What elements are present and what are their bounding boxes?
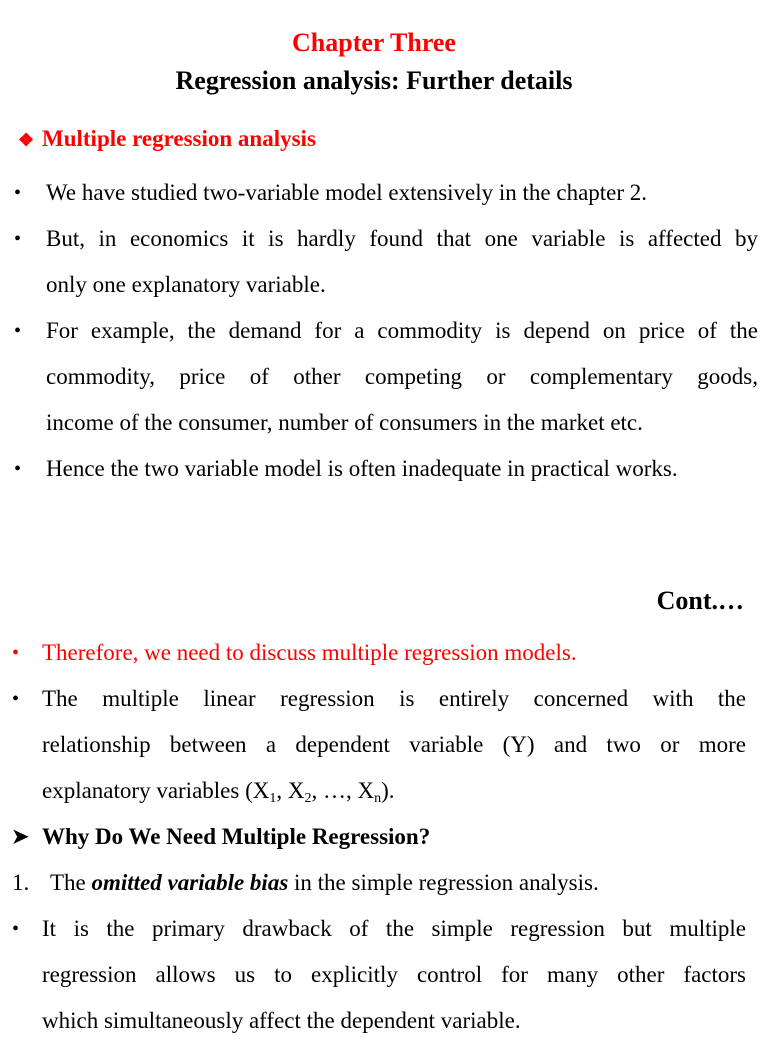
bullet-dot-icon: •	[14, 228, 22, 250]
sub-heading-text: Why Do We Need Multiple Regression?	[42, 824, 431, 849]
bullet-dot-icon: •	[14, 458, 22, 480]
bullet-text-line: income of the consumer, number of consumers in the market etc.	[46, 410, 643, 435]
list-item	[14, 216, 758, 308]
bullet-text-line: We have studied two-variable model extensively in the chapter 2.	[46, 180, 648, 205]
list-item	[12, 630, 746, 676]
numbered-item-text: The omitted variable bias in the simple regression analysis.	[50, 870, 599, 895]
bullet-text-line: It is the primary drawback of the simple regression but multiple	[42, 916, 746, 941]
bullet-text-line: commodity, price of other competing or complementary goods,	[46, 364, 758, 389]
bullet-text-line: The multiple linear regression is entirely concerned with the	[42, 686, 746, 711]
bullet-text-line: Hence the two variable model is often inadequate in practical works.	[46, 456, 678, 481]
list-item	[14, 170, 758, 216]
bullet-text-line: which simultaneously affect the dependent variable.	[42, 1008, 521, 1033]
slide-1	[0, 0, 768, 500]
emphasis-text: omitted variable bias	[91, 870, 289, 895]
arrow-bullet-icon: ➤	[12, 826, 29, 848]
section-heading-text: Multiple regression analysis	[42, 126, 316, 151]
page-title: Regression analysis: Further details	[175, 66, 573, 95]
bullet-dot-icon: •	[12, 918, 20, 940]
bullet-text-line: But, in economics it is hardly found that one variable is affected by	[46, 226, 758, 251]
section-heading	[18, 126, 316, 152]
chapter-title: Chapter Three	[292, 28, 456, 57]
sub-heading	[12, 814, 746, 860]
bullet-text: Therefore, we need to discuss multiple regression models.	[42, 640, 577, 665]
list-item	[12, 676, 746, 814]
bullet-dot-icon: •	[14, 320, 22, 342]
bullet-list	[14, 170, 758, 492]
bullet-text-line: relationship between a dependent variable (Y) and two or more	[42, 732, 746, 757]
list-item	[12, 906, 746, 1044]
slide-2	[0, 580, 768, 1033]
list-item	[14, 446, 758, 492]
bullet-dot-icon: •	[14, 182, 22, 204]
item-number: 1.	[12, 870, 30, 895]
bullet-list	[12, 630, 746, 1044]
list-item	[14, 308, 758, 446]
bullet-text-line: explanatory variables ($X_1$, $X_2$, …, $X_n$).	[42, 778, 395, 806]
bullet-text-line: For example, the demand for a commodity is depend on price of the	[46, 318, 758, 343]
bullet-text-line: only one explanatory variable.	[46, 272, 326, 297]
diamond-bullet-icon: ❖	[18, 130, 35, 150]
bullet-text-line: regression allows us to explicitly control for many other factors	[42, 962, 746, 987]
bullet-dot-icon: •	[12, 688, 20, 710]
bullet-dot-icon: •	[12, 642, 20, 664]
slide-title: Cont.…	[656, 586, 744, 615]
numbered-item	[12, 860, 746, 906]
